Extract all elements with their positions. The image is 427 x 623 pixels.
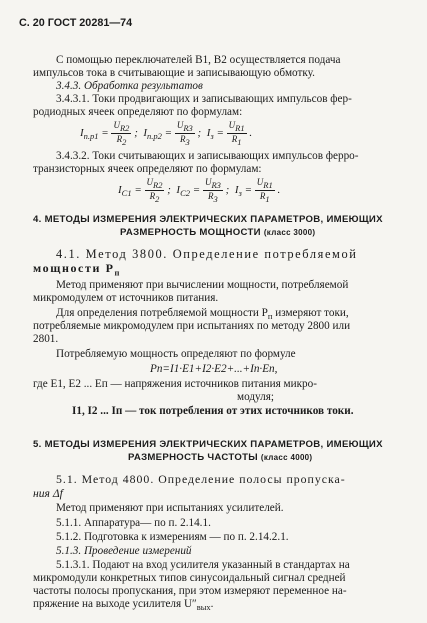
formula-subscript: R1 (263, 179, 273, 190)
formula-subscript: п.р2 (147, 131, 162, 142)
section-heading-text: РАЗМЕРНОСТЬ ЧАСТОТЫ (128, 452, 258, 463)
text-fragment: измеряют токи, (272, 307, 349, 319)
formula-subscript: R3 (211, 179, 221, 190)
formula-subscript: С2 (180, 188, 190, 199)
formula-fraction (227, 120, 247, 147)
subsection-heading: 3.4.3. Обработка результатов (56, 80, 203, 92)
formula-symbol: U (113, 120, 120, 130)
formula-ferrotransistor (118, 177, 280, 204)
formula-power: Pп=I1·E1+I2·E2+...+Iп·Eп, (150, 363, 278, 375)
formula-subscript: R3 (183, 122, 193, 133)
formula-subscript: з (210, 131, 214, 142)
formula-subscript: R1 (235, 122, 245, 133)
text-fragment: . (210, 598, 214, 610)
section-heading-text: РАЗМЕРНОСТЬ МОЩНОСТИ (120, 227, 261, 238)
formula-symbol: R (259, 190, 266, 201)
text-fragment: Для определения потребляемой мощности P (56, 307, 268, 319)
formula-symbol: ; (167, 183, 171, 196)
formula-ferrodiode (80, 120, 252, 147)
formula-symbol: ; (197, 126, 202, 139)
formula-subscript: 3 (185, 136, 190, 147)
section-heading (120, 226, 315, 239)
formula-subscript: п (114, 267, 122, 278)
formula-fraction (203, 177, 223, 204)
formula-symbol: = (192, 183, 201, 196)
formula-subscript: R2 (153, 179, 163, 190)
paragraph-line: Метод применяют при вычислении мощности, потребляемой (56, 279, 349, 291)
formula-symbol: U (176, 120, 184, 130)
formula-fraction (111, 120, 131, 147)
formula-symbol: R (179, 133, 186, 144)
text-fragment: пряжение на выходе усилителя U″ (33, 598, 197, 610)
formula-symbol: I (206, 126, 211, 139)
formula-symbol: R (116, 133, 123, 144)
formula-symbol: = (216, 126, 224, 139)
formula-symbol: = (101, 126, 109, 139)
paragraph-line: транзисторных ячеек определяют по формулам: (33, 163, 262, 175)
paragraph-line: Потребляемую мощность определяют по формуле (56, 348, 296, 360)
paragraph-line: модуля; (237, 391, 274, 403)
paragraph-line: микромодули конкретных типов синусоидальный сигнал средней (33, 572, 346, 584)
formula-fraction (175, 120, 195, 147)
formula-symbol: I (234, 183, 239, 196)
formula-symbol: . (277, 183, 281, 196)
paragraph-line: потребляемые микромодулем при испытаниях по методу 2800 или (33, 320, 351, 332)
paragraph-line: 3.4.3.1. Токи продвигающих и записывающих импульсов фер- (56, 93, 352, 105)
method-heading (33, 262, 121, 279)
formula-symbol: I (118, 183, 122, 196)
formula-fraction (145, 177, 165, 204)
formula-subscript: 2 (122, 136, 127, 147)
subsection-heading: 5.1.3. Проведение измерений (56, 545, 192, 557)
method-title: мощности P (33, 261, 115, 275)
formula-subscript: 3 (213, 193, 218, 204)
formula-subscript: 2 (155, 193, 160, 204)
formula-symbol: R (149, 190, 156, 201)
formula-subscript: 1 (237, 136, 242, 147)
method-heading: ния Δf (33, 487, 63, 500)
formula-subscript: R2 (119, 122, 130, 133)
paragraph-line: Метод применяют при испытаниях усилителей. (56, 502, 284, 514)
paragraph-line: С помощью переключателей B1, B2 осуществляется подача (56, 54, 341, 66)
section-class: (класс 4000) (260, 453, 313, 462)
section-heading: 4. МЕТОДЫ ИЗМЕРЕНИЯ ЭЛЕКТРИЧЕСКИХ ПАРАМЕТРОВ, ИМЕЮЩИХ (33, 214, 383, 225)
formula-subscript: вых (196, 602, 211, 613)
section-class: (класс 3000) (263, 228, 316, 237)
method-title: 5.1. Метод 4800. Определение полосы пропуска- (56, 472, 346, 486)
formula-symbol: U (256, 177, 264, 187)
formula-symbol: . (249, 126, 253, 139)
paragraph-line: частоты полосы пропускания, при этом измеряют переменное на- (33, 585, 347, 597)
formula-subscript: п.р1 (83, 131, 99, 142)
method-heading (56, 473, 346, 486)
formula-symbol: R (231, 133, 238, 144)
formula-symbol: U (146, 177, 154, 187)
paragraph-line: импульсов тока в считывающие и записывающую обмотку. (33, 67, 315, 79)
formula-symbol: U (204, 177, 212, 187)
formula-symbol: = (244, 183, 252, 196)
paragraph-line: 5.1.2. Подготовка к измерениям — по п. 2.14.2.1. (56, 531, 289, 543)
paragraph-line: 3.4.3.2. Токи считывающих и записывающих импульсов ферро- (56, 150, 359, 162)
formula-symbol: = (164, 126, 173, 139)
paragraph-line: I1, I2 ... Iп — ток потребления от этих источников токи. (72, 405, 354, 417)
method-heading (56, 248, 358, 261)
formula-symbol: I (143, 126, 148, 139)
paragraph-line: 2801. (33, 333, 59, 345)
paragraph-line: родиодных ячеек определяют по формулам: (33, 106, 243, 118)
formula-subscript: з (238, 188, 242, 199)
formula-symbol: ; (134, 126, 138, 139)
formula-symbol: I (176, 183, 181, 196)
paragraph-line: микромодулем от источников питания. (33, 292, 219, 304)
method-title: 4.1. Метод 3800. Определение потребляемой (56, 247, 358, 261)
paragraph-line: 5.1.3.1. Подают на вход усилителя указанный в стандартах на (56, 559, 350, 571)
page-header: С. 20 ГОСТ 20281—74 (19, 17, 133, 29)
formula-subscript: 1 (265, 193, 270, 204)
formula-subscript: С1 (121, 188, 132, 199)
paragraph-line: 5.1.1. Аппаратура— по п. 2.14.1. (56, 517, 211, 529)
formula-fraction (255, 177, 275, 204)
formula-subscript: п (267, 311, 273, 322)
formula-symbol: R (208, 190, 214, 201)
formula-symbol: I (80, 126, 84, 139)
formula-symbol: ; (225, 183, 230, 196)
section-heading (128, 451, 312, 464)
paragraph-line (33, 598, 213, 614)
section-heading: 5. МЕТОДЫ ИЗМЕРЕНИЯ ЭЛЕКТРИЧЕСКИХ ПАРАМЕТРОВ, ИМЕЮЩИХ (33, 439, 383, 450)
formula-symbol: U (228, 120, 236, 130)
formula-symbol: = (134, 183, 142, 196)
paragraph-line: где E1, E2 ... Eп — напряжения источников питания микро- (33, 378, 317, 390)
